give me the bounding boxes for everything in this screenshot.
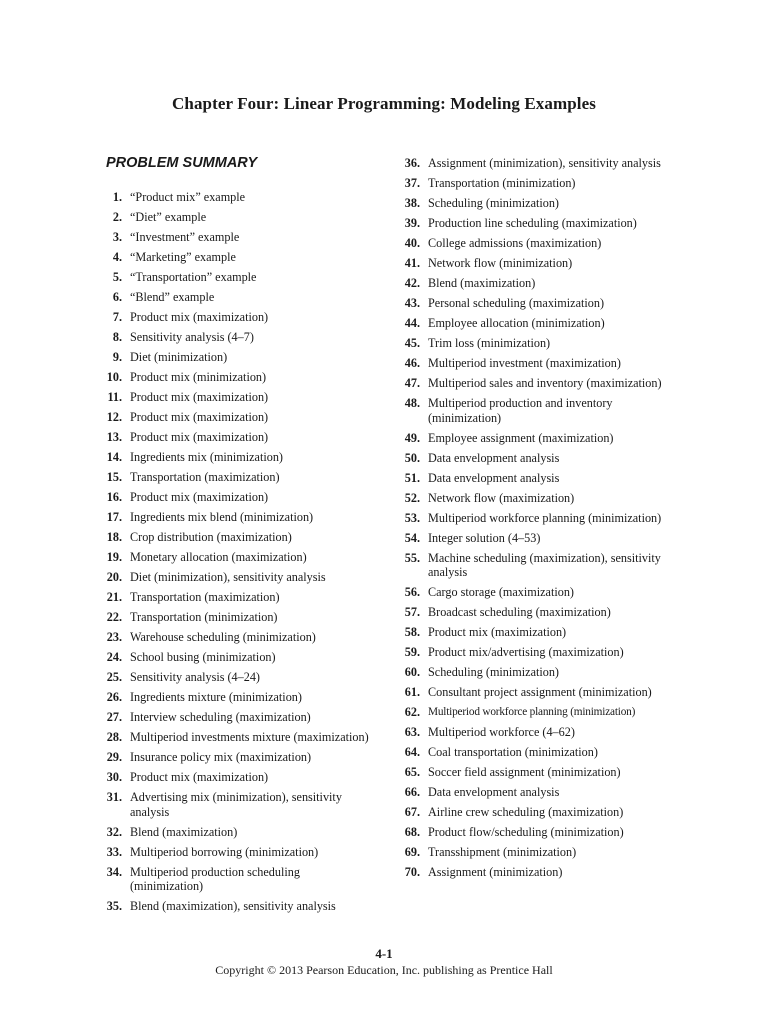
problem-description: “Marketing” example [130,250,236,264]
problem-description: Ingredients mixture (minimization) [130,690,302,704]
problem-description: Machine scheduling (maximization), sensitivity analysis [428,550,661,579]
problem-description: Product mix/advertising (maximization) [428,645,624,659]
problem-description: Advertising mix (minimization), sensitivity analysis [130,790,342,819]
problem-number: 54. [404,530,420,545]
problem-item [394,491,674,506]
problem-number: 16. [106,490,122,504]
problem-number: 47. [404,376,420,390]
problem-number: 20. [106,570,122,584]
problem-number: 57. [404,605,420,619]
problem-number: 42. [404,276,420,290]
problem-number: 30. [106,770,122,784]
problem-description: Interview scheduling (maximization) [130,710,311,724]
problem-number: 3. [112,230,122,244]
problem-number: 23. [106,630,122,644]
problem-item [98,610,370,625]
problem-number: 25. [106,670,122,684]
problem-item [394,585,674,600]
problem-description: Blend (maximization) [428,276,536,290]
problem-number: 27. [106,710,122,724]
problem-number: 13. [106,430,122,444]
problem-description: Assignment (minimization) [428,865,563,879]
problem-description: Data envelopment analysis [428,450,560,465]
problem-number: 2. [112,210,122,224]
problem-item [98,450,370,465]
problem-description: Production line scheduling (maximization) [428,216,637,230]
problem-description: Product mix (minimization) [130,370,267,384]
problem-description: Product mix (maximization) [130,490,269,504]
problem-number: 68. [404,825,420,839]
problem-number: 10. [106,370,122,384]
problem-description: Sensitivity analysis (4–24) [130,670,260,684]
page-title: Chapter Four: Linear Programming: Modeling Examples [172,94,596,113]
problem-item [394,531,674,546]
problem-description: Transportation (maximization) [130,470,280,484]
problem-item [98,390,370,405]
problem-number: 69. [404,845,420,859]
problem-item [394,256,674,271]
problem-item [394,745,674,760]
problem-description: Broadcast scheduling (maximization) [428,605,611,619]
page-number: 4-1 [375,946,393,961]
problem-number: 66. [404,785,420,799]
problem-number: 63. [404,725,420,739]
problem-description: Blend (maximization) [130,824,238,839]
problem-item [394,356,674,371]
problem-item [98,250,370,265]
problem-number: 28. [106,730,122,744]
problem-item [98,630,370,645]
problem-item [394,665,674,680]
problem-number: 62. [404,705,420,719]
problem-number: 39. [404,216,420,230]
problem-item [98,650,370,665]
problem-number: 52. [404,490,420,505]
problem-number: 41. [404,256,420,270]
problem-description: Multiperiod workforce planning (minimization) [428,706,636,718]
problem-description: Airline crew scheduling (maximization) [428,805,624,819]
problem-description: Diet (minimization) [130,350,228,364]
copyright-notice: Copyright © 2013 Pearson Education, Inc. publishing as Prentice Hall [215,963,553,977]
problem-item [98,430,370,445]
problem-item [98,550,370,565]
problem-item [394,276,674,291]
problem-item [98,530,370,545]
problem-item [394,471,674,486]
problem-item [98,750,370,765]
problem-item [98,670,370,685]
problem-description: Multiperiod production and inventory (minimization) [428,396,613,425]
problem-description: Transportation (minimization) [130,610,278,624]
problem-item [394,625,674,640]
problem-description: “Diet” example [130,210,207,224]
problem-item [98,330,370,345]
problem-number: 18. [106,530,122,544]
problem-item [394,396,674,425]
problem-description: Scheduling (minimization) [428,196,559,210]
problem-description: Product flow/scheduling (minimization) [428,825,624,839]
problem-number: 32. [106,824,122,839]
problem-item [394,431,674,446]
problem-item [394,336,674,351]
problem-description: Sensitivity analysis (4–7) [130,330,254,344]
problem-number: 34. [106,864,122,879]
problem-item [394,825,674,840]
problem-item [98,190,370,205]
problem-description: Consultant project assignment (minimization) [428,685,652,699]
problem-number: 1. [112,190,122,204]
problem-item [394,845,674,860]
problem-description: Scheduling (minimization) [428,665,559,679]
problem-description: College admissions (maximization) [428,236,602,250]
problem-number: 38. [404,196,420,210]
problem-description: Ingredients mix (minimization) [130,450,283,464]
problem-number: 50. [404,450,420,465]
problem-item [394,376,674,391]
problem-description: Monetary allocation (maximization) [130,550,307,564]
problem-item [98,690,370,705]
problem-description: Diet (minimization), sensitivity analysis [130,570,326,584]
problem-number: 4. [112,250,122,264]
problem-item [394,551,674,580]
problem-description: Multiperiod workforce (4–62) [428,725,575,739]
problem-item [98,230,370,245]
problem-description: Multiperiod investment (maximization) [428,356,621,370]
problem-item [394,765,674,780]
problem-number: 35. [106,899,122,913]
problem-description: Transportation (maximization) [130,590,280,604]
problem-number: 43. [404,296,420,310]
problem-number: 49. [404,430,420,445]
problem-item [98,290,370,305]
problem-description: “Product mix” example [130,190,246,204]
problem-item [394,316,674,331]
problem-number: 65. [404,765,420,779]
problem-number: 5. [112,270,122,284]
problem-description: Product mix (maximization) [130,310,269,324]
problem-description: Data envelopment analysis [428,470,560,485]
problem-item [98,899,370,914]
problem-item [98,825,370,840]
problem-number: 70. [404,865,420,879]
problem-item [394,725,674,740]
problem-item [98,590,370,605]
problem-number: 45. [404,336,420,350]
problem-description: Network flow (minimization) [428,256,573,270]
problem-number: 56. [404,585,420,599]
problem-number: 26. [106,690,122,704]
problem-item [394,805,674,820]
problem-number: 6. [112,290,122,304]
problem-item [394,236,674,251]
problem-number: 51. [404,470,420,485]
problem-number: 44. [404,316,420,330]
problem-item [394,685,674,700]
problem-number: 21. [106,590,122,604]
problem-description: Employee allocation (minimization) [428,316,605,330]
problem-number: 37. [404,176,420,190]
problem-item [98,210,370,225]
problem-list-left [98,190,370,914]
problem-item [394,705,674,720]
problem-description: Product mix (maximization) [130,410,269,424]
problem-description: Trim loss (minimization) [428,336,551,350]
problem-number: 12. [106,410,122,424]
problem-item [394,605,674,620]
problem-number: 60. [404,665,420,679]
problem-number: 14. [106,450,122,464]
problem-description: Crop distribution (maximization) [130,530,292,544]
problem-number: 22. [106,610,122,624]
problem-item [98,770,370,785]
problem-description: Transshipment (minimization) [428,845,577,859]
problem-number: 17. [106,510,122,524]
problem-description: “Blend” example [130,290,215,304]
problem-item [98,510,370,525]
problem-item [98,865,370,894]
problem-description: Soccer field assignment (minimization) [428,765,621,779]
problem-item [98,410,370,425]
problem-item [394,196,674,211]
problem-number: 61. [404,685,420,699]
problem-item [98,270,370,285]
problem-item [98,570,370,585]
problem-number: 40. [404,236,420,250]
problem-description: Product mix (maximization) [130,390,269,404]
problem-description: Ingredients mix blend (minimization) [130,510,314,524]
problem-item [98,790,370,819]
problem-number: 55. [404,550,420,565]
problem-number: 53. [404,510,420,525]
problem-list-right [394,156,674,880]
problem-description: “Investment” example [130,230,240,244]
problem-item [394,865,674,880]
problem-description: Employee assignment (maximization) [428,430,614,445]
problem-number: 58. [404,625,420,639]
problem-number: 46. [404,356,420,370]
problem-description: Multiperiod sales and inventory (maximization) [428,376,662,390]
problem-description: Cargo storage (maximization) [428,585,574,599]
problem-list-left-column [98,154,370,919]
problem-description: Blend (maximization), sensitivity analysis [130,899,336,913]
problem-item [394,645,674,660]
problem-description: Network flow (maximization) [428,490,575,505]
problem-number: 7. [112,310,122,324]
problem-number: 48. [404,396,420,410]
problem-description: Personal scheduling (maximization) [428,296,604,310]
problem-number: 11. [107,390,122,404]
problem-item [394,156,674,171]
problem-description: Multiperiod investments mixture (maximization) [130,730,369,744]
problem-number: 64. [404,745,420,759]
problem-description: “Transportation” example [130,270,257,284]
problem-number: 67. [404,805,420,819]
problem-item [98,490,370,505]
problem-number: 29. [106,750,122,764]
problem-description: Transportation (minimization) [428,176,576,190]
problem-item [98,470,370,485]
problem-description: Product mix (maximization) [428,625,567,639]
problem-number: 24. [106,650,122,664]
problem-description: Multiperiod production scheduling (minimization) [130,864,300,893]
problem-item [394,511,674,526]
problem-item [394,785,674,800]
problem-description: Multiperiod workforce planning (minimization) [428,510,662,525]
problem-item [98,350,370,365]
problem-number: 8. [112,330,122,344]
problem-description: School busing (minimization) [130,650,276,664]
problem-number: 9. [112,350,122,364]
problem-description: Integer solution (4–53) [428,530,541,545]
problem-description: Multiperiod borrowing (minimization) [130,844,319,859]
problem-description: Coal transportation (minimization) [428,745,598,759]
problem-number: 31. [106,790,122,804]
problem-description: Insurance policy mix (maximization) [130,750,312,764]
problem-description: Assignment (minimization), sensitivity analysis [428,156,661,170]
problem-description: Product mix (maximization) [130,770,269,784]
problem-number: 19. [106,550,122,564]
problem-number: 15. [106,470,122,484]
problem-description: Product mix (maximization) [130,430,269,444]
problem-item [98,845,370,860]
problem-item [394,176,674,191]
problem-item [98,310,370,325]
problem-item [98,730,370,745]
problem-number: 59. [404,645,420,659]
section-heading: PROBLEM SUMMARY [106,155,258,171]
problem-item [394,216,674,231]
problem-description: Data envelopment analysis [428,785,560,799]
problem-number: 33. [106,844,122,859]
problem-item [98,370,370,385]
problem-number: 36. [404,156,420,170]
problem-item [394,451,674,466]
problem-description: Warehouse scheduling (minimization) [130,630,316,644]
problem-item [98,710,370,725]
problem-list-right-column [394,156,674,885]
problem-item [394,296,674,311]
